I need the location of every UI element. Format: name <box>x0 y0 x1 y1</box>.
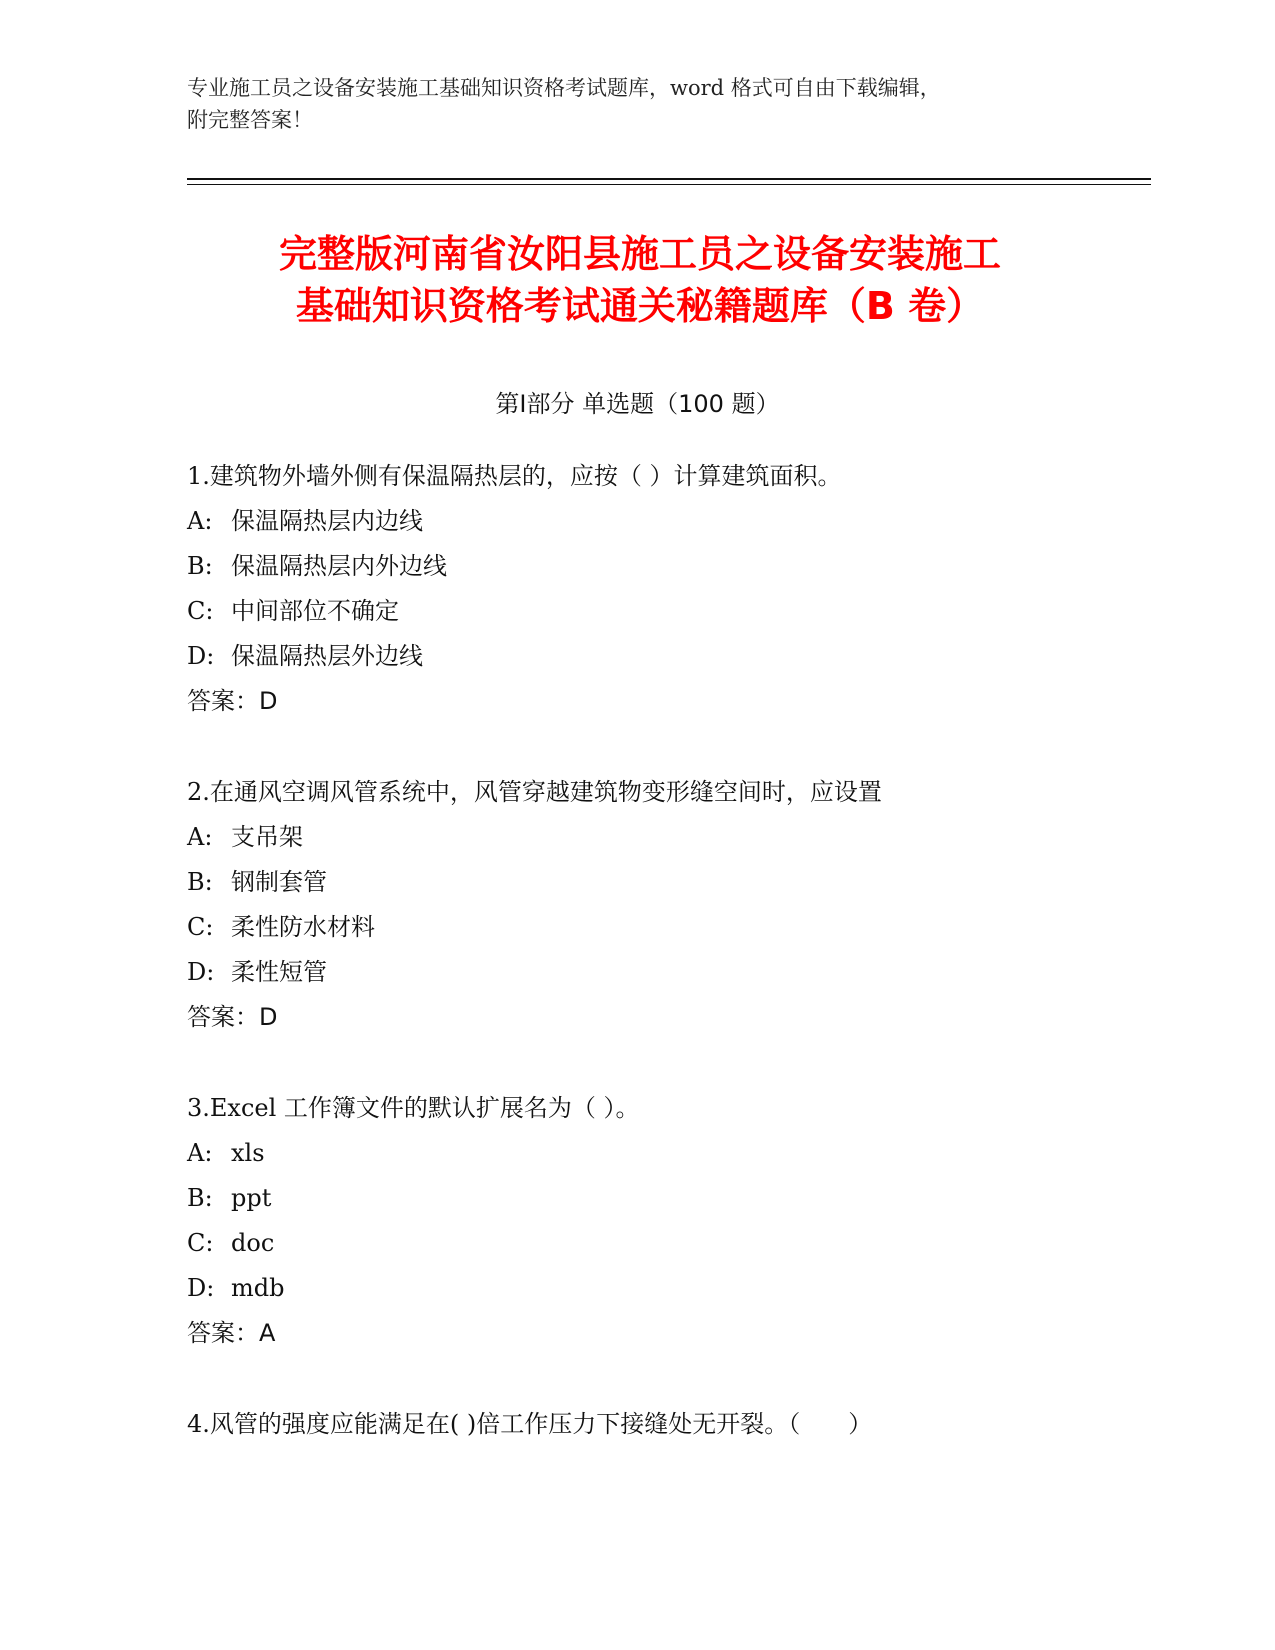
option-text: 保温隔热层外边线 <box>231 642 423 670</box>
option-text: 中间部位不确定 <box>231 597 399 625</box>
option-letter: C: <box>187 597 214 625</box>
option-c <box>187 1221 1147 1266</box>
option-letter: D: <box>187 958 215 986</box>
question-1 <box>187 454 1147 724</box>
question-stem: 4.风管的强度应能满足在( )倍工作压力下接缝处无开裂。（ ） <box>187 1410 873 1438</box>
header-note-line-1: 专业施工员之设备安装施工基础知识资格考试题库，word 格式可自由下载编辑， <box>187 76 941 100</box>
section-heading: 第Ⅰ部分 单选题（100 题） <box>495 390 780 418</box>
header-note-line-2: 附完整答案！ <box>187 108 313 132</box>
option-text: 钢制套管 <box>231 868 327 896</box>
option-text: 柔性防水材料 <box>231 913 375 941</box>
question-stem: 1.建筑物外墙外侧有保温隔热层的，应按（ ）计算建筑面积。 <box>187 462 842 490</box>
option-text: mdb <box>231 1274 285 1302</box>
option-letter: A: <box>187 823 213 851</box>
option-text: 保温隔热层内外边线 <box>231 552 447 580</box>
question-2 <box>187 770 1147 1040</box>
option-letter: B: <box>187 868 213 896</box>
question-4 <box>187 1402 1147 1447</box>
option-a <box>187 1131 1147 1176</box>
option-text: xls <box>231 1139 265 1167</box>
answer: 答案：D <box>187 687 278 715</box>
question-stem: 3.Excel 工作簿文件的默认扩展名为（ ）。 <box>187 1094 640 1122</box>
header-note <box>187 72 1087 136</box>
option-d <box>187 634 1147 679</box>
option-letter: A: <box>187 1139 213 1167</box>
option-c <box>187 905 1147 950</box>
header-divider-thin <box>187 184 1151 185</box>
option-letter: B: <box>187 552 213 580</box>
option-d <box>187 1266 1147 1311</box>
option-letter: D: <box>187 1274 215 1302</box>
document-title <box>150 228 1130 332</box>
option-c <box>187 589 1147 634</box>
option-d <box>187 950 1147 995</box>
option-text: 保温隔热层内边线 <box>231 507 423 535</box>
answer: 答案：D <box>187 1003 278 1031</box>
option-a <box>187 815 1147 860</box>
option-text: 支吊架 <box>231 823 303 851</box>
option-letter: A: <box>187 507 213 535</box>
question-stem: 2.在通风空调风管系统中，风管穿越建筑物变形缝空间时，应设置 <box>187 778 882 806</box>
document-title-line-1: 完整版河南省汝阳县施工员之设备安装施工 <box>278 232 1001 276</box>
option-letter: B: <box>187 1184 213 1212</box>
option-letter: C: <box>187 913 214 941</box>
header-divider-thick <box>187 178 1151 180</box>
option-b <box>187 860 1147 905</box>
option-text: doc <box>231 1229 275 1257</box>
option-b <box>187 1176 1147 1221</box>
option-a <box>187 499 1147 544</box>
option-letter: C: <box>187 1229 214 1257</box>
question-3 <box>187 1086 1147 1356</box>
option-b <box>187 544 1147 589</box>
document-title-line-2: 基础知识资格考试通关秘籍题库（B 卷） <box>295 284 985 328</box>
option-letter: D: <box>187 642 215 670</box>
answer: 答案：A <box>187 1319 276 1347</box>
option-text: ppt <box>231 1184 272 1212</box>
option-text: 柔性短管 <box>231 958 327 986</box>
